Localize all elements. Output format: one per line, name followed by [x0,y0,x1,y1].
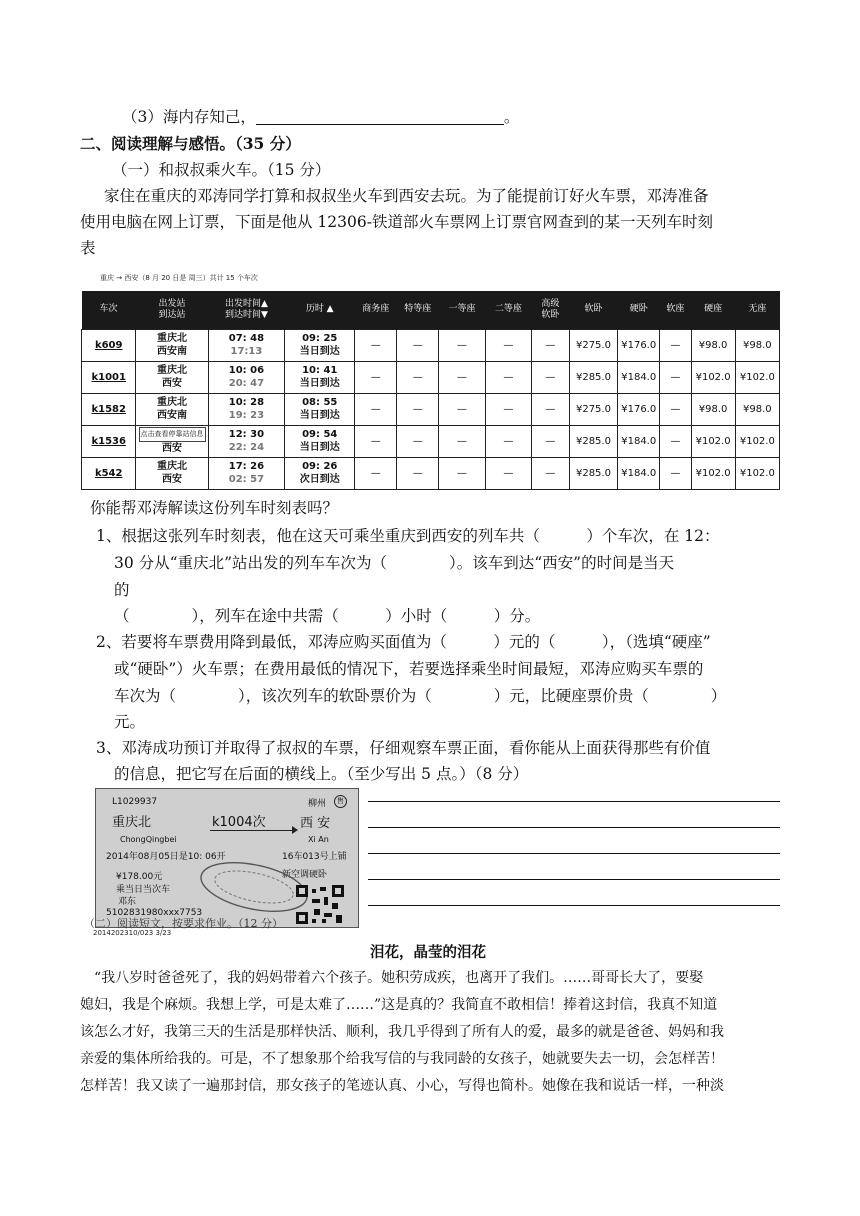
table-row [82,425,780,457]
fare-cell: — [439,393,485,425]
duration: 09: 26 [302,461,338,472]
col-business: 商务座 [355,291,397,329]
duration: 09: 54 [302,429,338,440]
part-one-title: （一）和叔叔乘火车。（15 分） [112,161,331,179]
fare-cell: — [397,457,439,489]
departure-time: 17: 26 [228,461,265,472]
fare-cell: — [439,425,485,457]
col-hard-seat: 硬座 [691,291,735,329]
q3-line-2: 的信息，把它写在后面的横线上。（至少写出 5 点。）（8 分） [114,765,529,783]
section-two-title: 二、阅读理解与感悟。（35 分） [80,134,301,153]
col-second: 二等座 [485,291,531,329]
fare-cell: — [397,361,439,393]
q2-line-1: 2、若要将车票费用降到最低，邓涛应购买面值为（ ）元的（ ），（选填“硬座” [96,633,711,651]
q1-line-3: 的 [114,581,130,599]
train-ticket-image [95,788,359,928]
arrow-head-icon [292,826,298,834]
fare-cell: — [485,329,531,361]
answer-line-5[interactable] [368,905,780,906]
to-station: 西安南 [157,346,188,357]
ticket-to: 西 安 [300,816,331,831]
arrival-time: 17:13 [230,346,263,357]
fare-cell: — [532,329,570,361]
train-number[interactable]: k542 [82,457,136,489]
fare-cell: — [485,361,531,393]
train-number[interactable]: k1536 [82,425,136,457]
story-line-3: 该怎么才好，我第三天的生活是那样快活、顺利，我几乎得到了所有人的爱，最多的就是爸爸、妈妈和我 [80,1024,724,1040]
fare-cell: — [485,393,531,425]
answer-line-1[interactable] [368,801,780,802]
ticket-id-number: 5102831980xxx7753 [106,908,203,918]
col-standing: 无座 [735,291,779,329]
story-line-4: 亲爱的集体所给我的。可是，不了想象那个给我写信的与我同龄的女孩子，她就要失去一切，会怎样苦！ [80,1051,724,1067]
to-station: 西安 [162,443,183,454]
ticket-sold-stamp: 售 [334,795,347,808]
fare-cell: ¥98.0 [691,329,735,361]
story-line-1: “我八岁时爸爸死了，我的妈妈带着六个孩子。她积劳成疾，也离开了我们。……哥哥长大了，要娶 [94,970,704,986]
fare-cell: ¥98.0 [691,393,735,425]
from-station: 重庆北 [157,397,188,408]
story-line-2: 媳妇，我是个麻烦。我想上学，可是太难了……”这是真的？我简直不敢相信！捧着这封信，我真不知道 [80,997,718,1013]
arrival-time: 20: 47 [228,378,265,389]
arrival-time: 19: 23 [228,410,265,421]
fare-cell: ¥102.0 [735,361,779,393]
table-row [82,457,780,489]
fare-cell: ¥285.0 [569,425,618,457]
fare-cell: — [439,329,485,361]
table-row [82,361,780,393]
fare-cell: — [355,425,397,457]
ticket-to-pinyin: Xi An [308,835,329,844]
story-title: 泪花，晶莹的泪花 [370,944,486,961]
fare-cell: — [532,457,570,489]
fare-cell: ¥275.0 [569,393,618,425]
col-deluxe-soft: 高级 软卧 [532,291,570,329]
ticket-price: ¥178.00元 [116,872,163,882]
ticket-train: k1004次 [212,815,266,830]
to-station: 西安南 [157,410,188,421]
ticket-from-pinyin: ChongQingbei [120,835,177,844]
col-soft-sleeper: 软卧 [569,291,618,329]
col-soft-seat: 软座 [660,291,691,329]
fare-cell: — [355,329,397,361]
duration: 10: 41 [302,365,338,376]
departure-time: 07: 48 [228,333,265,344]
ticket-office: 柳州 [308,799,327,809]
train-number[interactable]: k1001 [82,361,136,393]
col-stations[interactable]: 出发站 到达站 [136,291,208,329]
q2-line-2: 或“硬卧”）火车票；在费用最低的情况下，若要选择乘坐时间最短，邓涛应购买车票的 [114,660,704,678]
fare-cell: ¥102.0 [691,425,735,457]
ticket-passenger: 邓东 [118,897,137,907]
fare-cell: — [485,425,531,457]
arrival-time: 22: 24 [228,442,265,453]
fare-cell: — [439,457,485,489]
fare-cell: ¥285.0 [569,361,618,393]
ticket-from: 重庆北 [112,815,152,830]
fare-cell: — [660,361,691,393]
q1-line-4: （ ），列车在途中共需（ ）小时（ ）分。 [114,607,541,625]
fare-cell: — [397,329,439,361]
fare-cell: ¥275.0 [569,329,618,361]
departure-time: 10: 28 [228,397,265,408]
fare-cell: — [660,329,691,361]
q3-line-1: 3、邓涛成功预订并取得了叔叔的车票，仔细观察车票正面，看你能从上面获得那些有价值 [96,739,711,757]
fare-cell: — [532,393,570,425]
col-special: 特等座 [397,291,439,329]
answer-line-3[interactable] [368,853,780,854]
fare-cell: ¥176.0 [618,393,660,425]
duration: 08: 55 [302,397,338,408]
fare-cell: — [532,361,570,393]
departure-time: 12: 30 [228,429,265,440]
qr-code-icon [296,885,346,925]
arrival-day: 次日到达 [299,474,340,485]
from-station: 重庆北 [157,461,188,472]
arrival-day: 当日到达 [299,410,340,421]
part-two-title: （二）阅读短文，按要求作业。（12 分） [84,917,283,930]
answer-line-4[interactable] [368,879,780,880]
answer-line-2[interactable] [368,827,780,828]
ticket-arrow [210,830,296,831]
fare-cell: — [355,393,397,425]
intro-line-3: 表 [80,239,96,257]
arrival-day: 当日到达 [299,378,340,389]
table-row [82,329,780,361]
fare-cell: ¥98.0 [735,393,779,425]
to-station: 西安 [162,474,183,485]
ticket-seat: 16车013号上铺 [282,852,347,862]
fare-cell: ¥102.0 [691,457,735,489]
col-times[interactable]: 出发时间▲ 到达时间▼ [208,291,285,329]
to-station: 西安 [162,378,183,389]
col-duration[interactable]: 历时 ▲ [285,291,355,329]
fare-cell: ¥176.0 [618,329,660,361]
q2-line-3: 车次为（ ），该次列车的软卧票价为（ ）元，比硬座票价贵（ ） [114,687,727,705]
col-first: 一等座 [439,291,485,329]
fare-cell: — [355,457,397,489]
ticket-car-type: 新空调硬卧 [282,870,328,880]
fare-cell: ¥184.0 [618,425,660,457]
arrival-time: 02: 57 [228,474,265,485]
train-number[interactable]: k609 [82,329,136,361]
question-lead: 你能帮邓涛解读这份列车时刻表吗？ [90,499,339,517]
fare-cell: ¥285.0 [569,457,618,489]
fare-cell: — [660,457,691,489]
departure-time: 10: 06 [228,365,265,376]
intro-line-1: 家住在重庆的邓涛同学打算和叔叔坐火车到西安去玩。为了能提前订好火车票，邓涛准备 [104,187,709,205]
q1-line-2: 30 分从“重庆北”站出发的列车车次为（ ）。该车到达“西安”的时间是当天 [114,554,675,572]
ticket-serial: L1029937 [112,797,158,807]
ticket-datetime: 2014年08月05日是10: 06开 [106,852,226,862]
fare-cell: ¥184.0 [618,361,660,393]
arrival-day: 当日到达 [299,442,340,453]
q1-line-1: 1、根据这张列车时刻表，他在这天可乘坐重庆到西安的列车共（ ）个车次，在 12： [96,527,720,545]
ticket-bottom-code: 2014202310/023 3/23 [93,929,172,937]
fare-cell: — [532,425,570,457]
fare-cell: ¥102.0 [735,425,779,457]
fare-cell: — [439,361,485,393]
train-timetable [81,291,780,490]
train-number[interactable]: k1582 [82,393,136,425]
from-station: 重庆北 [157,365,188,376]
fare-cell: — [485,457,531,489]
col-train[interactable]: 车次 [82,291,136,329]
fare-cell: — [660,425,691,457]
ticket-note: 乘当日当次车 [116,885,171,895]
fare-cell: — [355,361,397,393]
intro-line-2: 使用电脑在网上订票，下面是他从 12306-铁道部火车票网上订票官网查到的某一天列车时刻 [80,213,713,231]
fare-cell: ¥184.0 [618,457,660,489]
fare-cell: — [397,393,439,425]
arrival-day: 当日到达 [299,346,340,357]
answer-blank[interactable] [256,106,504,125]
duration: 09: 25 [302,333,338,344]
q2-line-4: 元。 [114,713,146,731]
fare-cell: — [660,393,691,425]
timetable-header-row [82,291,780,329]
fare-cell: ¥102.0 [691,361,735,393]
stop-info-tooltip[interactable]: 点击查看停靠站信息 [139,427,206,442]
table-row [82,393,780,425]
story-line-5: 怎样苦！我又读了一遍那封信，那女孩子的笔迹认真、小心，写得也简朴。她像在我和说话一样，一种淡 [80,1078,724,1094]
timetable-caption: 重庆 → 西安（8 月 20 日是 周三）共计 15 个车次 [100,274,258,282]
fare-cell: ¥102.0 [735,457,779,489]
col-hard-sleeper: 硬卧 [618,291,660,329]
poem-blank-item: （3）海内存知己， 。 [122,108,520,126]
fare-cell: ¥98.0 [735,329,779,361]
from-station: 重庆北 [157,333,188,344]
fare-cell: — [397,425,439,457]
